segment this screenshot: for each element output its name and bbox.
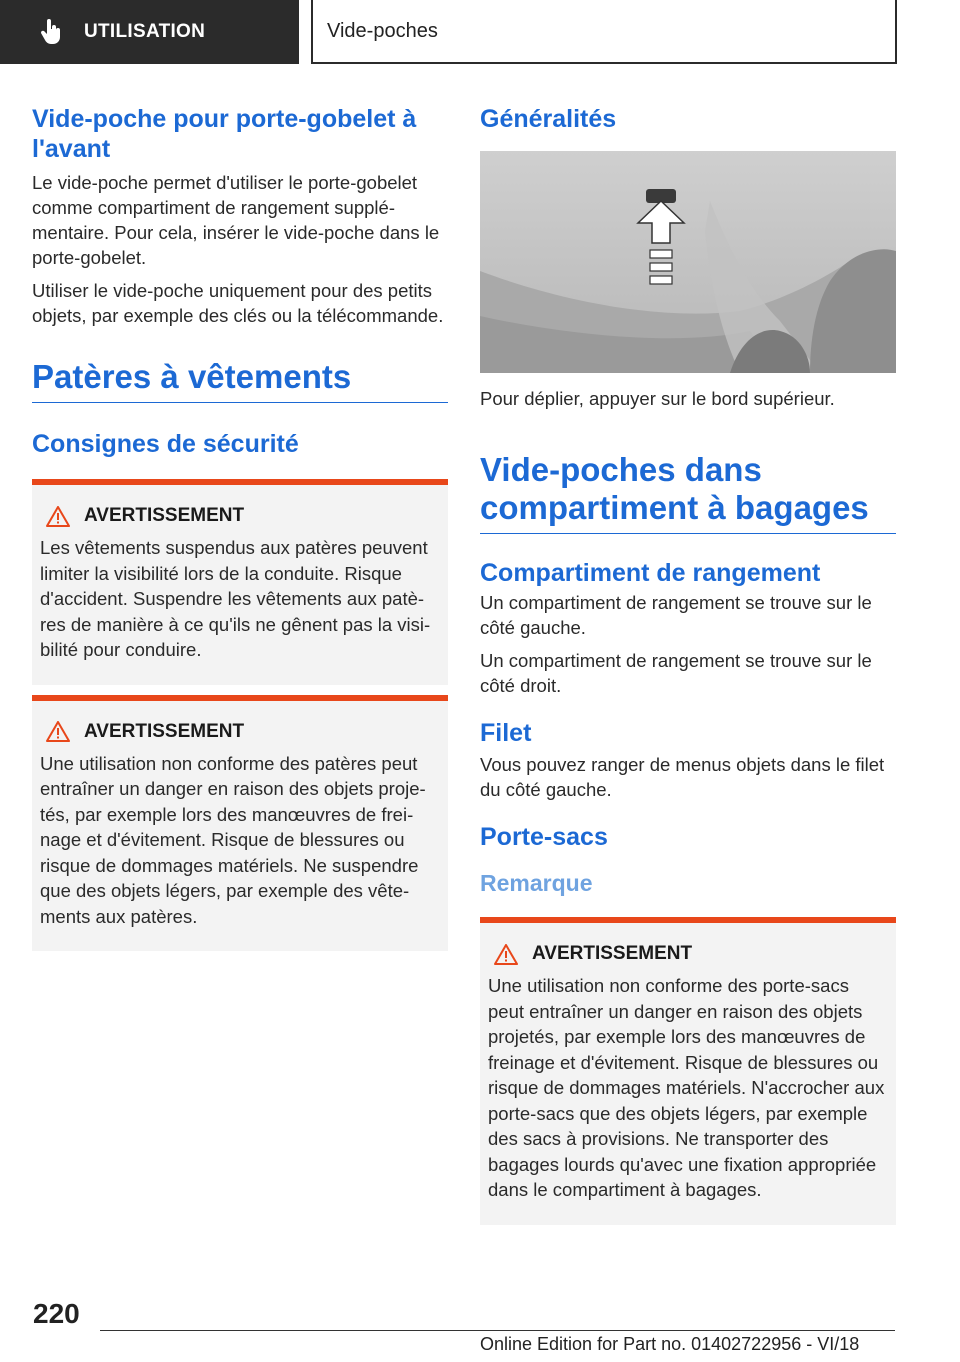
heading-coffre: Vide-poches dans compartiment à bagages [480,451,896,534]
warning-title: AVERTISSEMENT [84,505,245,526]
heading-front-tray: Vide-poche pour porte-gobelet à l'avant [32,105,417,163]
paragraph-front-1: Le vide-poche permet d'utiliser le porte-gobelet comme compartiment de rangement supplémentaire. Pour cela, insérer le vide-poche dans le porte-gobelet. [32,172,440,268]
warning-text: Une utilisation non conforme des porte-sacs peut entraîner un danger en raison des objets projetés, par exemple lors des manœuvres de freinage et d'évitement. Risque de blessures ou risque de dommages matériels. N'accrocher aux porte-sacs que des objets légers, par exemple des sacs à provisions. Ne transporter des bagages lourds qu'avec une fixation appropriée dans le compartiment à bagages. [488,975,885,1200]
paragraph-front-2: Utiliser le vide-poche uniquement pour des petits objets, par exemple des clés ou la télécommande. [32,280,444,326]
warning-box-1 [32,479,448,685]
headliner-hook-illustration [480,151,896,373]
heading-filet: Filet [480,719,532,747]
heading-generalites: Généralités [480,105,617,133]
hand-pointer-icon [40,19,62,45]
heading-porte-sacs: Porte-sacs [480,823,608,851]
section-tab [0,0,299,64]
warning-triangle-icon [494,944,518,965]
footer-edition: Online Edition for Part no. 01402722956 - VI/18 [480,1334,860,1354]
warning-title: AVERTISSEMENT [532,943,693,964]
warning-text: Une utilisation non conforme des patères peut entraîner un danger en raison des objets projetés, par exemple lors des manœuvres de freinage et d'évitement. Risque de blessures ou risque de dommages matériels. Ne suspendre que des objets légers, par exemple des vêtements aux patères. [40,752,426,927]
warning-triangle-icon [46,721,70,742]
heading-consignes: Consignes de sécurité [32,430,299,458]
page-header [0,0,960,66]
warning-title-row [40,505,440,527]
photo-caption: Pour déplier, appuyer sur le bord supérieur. [480,388,835,409]
section-label: UTILISATION [84,21,206,42]
chapter-box [311,0,897,64]
warning-text: Les vêtements suspendus aux patères peuvent limiter la visibilité lors de la conduite. Risque d'accident. Suspendre les vêtements aux patères de manière à ce qu'ils ne gênent pas la visibilité pour conduire. [40,537,431,660]
heading-pateres: Patères à vêtements [32,358,448,403]
warning-box-3 [480,917,896,1225]
chapter-label: Vide-poches [327,19,438,42]
warning-triangle-icon [46,506,70,527]
left-column [32,100,448,951]
paragraph-gauche: Un compartiment de rangement se trouve sur le côté gauche. [480,592,872,638]
right-column [480,100,896,1225]
heading-remarque: Remarque [480,870,593,896]
footer-divider [100,1330,895,1331]
page-number: 220 [33,1298,80,1329]
paragraph-filet: Vous pouvez ranger de menus objets dans le filet du côté gauche. [480,754,885,800]
warning-title-row [40,721,440,743]
warning-title-row [488,943,888,965]
heading-rangement: Compartiment de rangement [480,559,821,587]
warning-box-2 [32,695,448,952]
paragraph-droit: Un compartiment de rangement se trouve sur le côté droit. [480,650,872,696]
warning-title: AVERTISSEMENT [84,720,245,742]
